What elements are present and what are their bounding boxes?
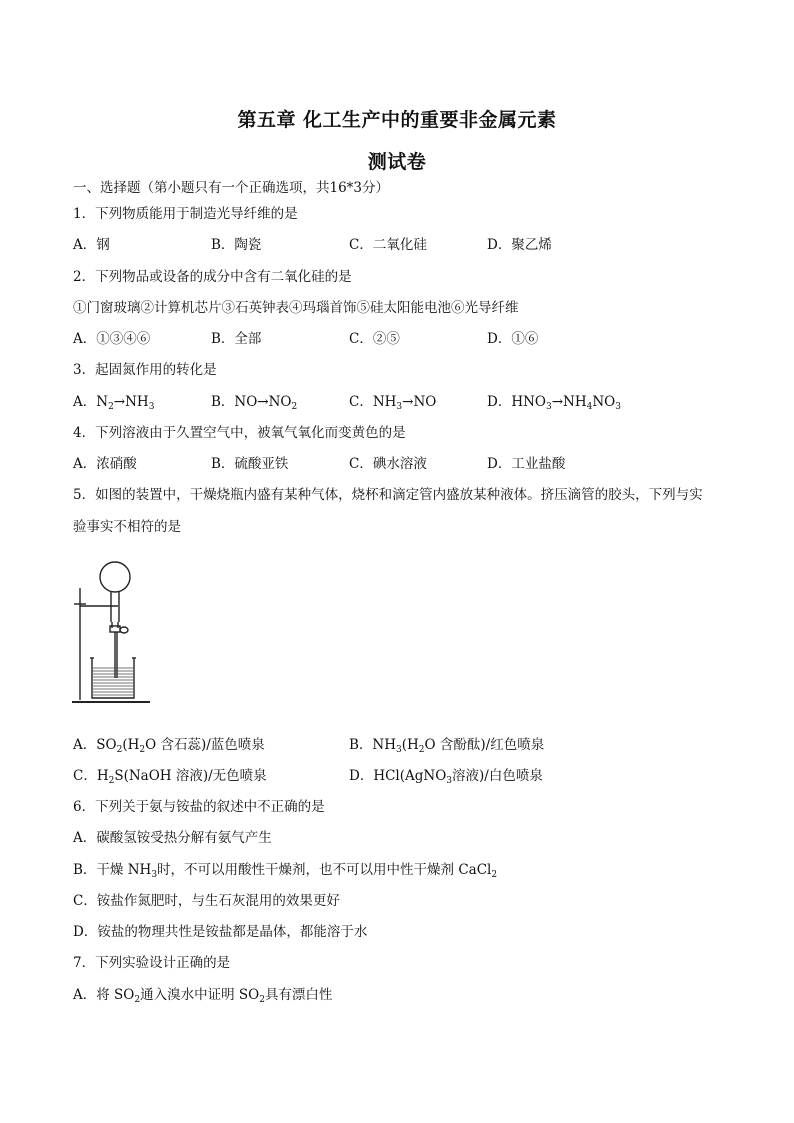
q2-item-list: ①门窗玻璃②计算机芯片③石英钟表④玛瑙首饰⑤硅太阳能电池⑥光导纤维 [73, 300, 519, 316]
q2-option-d: D．①⑥ [487, 331, 539, 347]
q4-stem: 4．下列溶液由于久置空气中，被氧气氧化而变黄色的是 [73, 425, 406, 441]
section-heading: 一、选择题（第小题只有一个正确选项，共16*3分） [73, 180, 390, 196]
q5-option-d: D．HCl(AgNO$_3$溶液)/白色喷泉 [349, 768, 543, 786]
page-title: 第五章 化工生产中的重要非金属元素 [237, 109, 557, 131]
q4-option-c: C．碘水溶液 [349, 456, 427, 472]
q2-option-b: B．全部 [211, 331, 262, 347]
q3-option-a: A．$N_2\to NH_3$ [73, 394, 155, 412]
q2-stem: 2．下列物品或设备的成分中含有二氧化硅的是 [73, 269, 352, 285]
q4-option-d: D．工业盐酸 [487, 456, 566, 472]
q2-option-c: C．②⑤ [349, 331, 400, 347]
q5-option-c: C．$H_2S(NaOH$ 溶液)/无色喷泉 [73, 768, 267, 786]
q3-option-d: D．$HNO_3\to NH_4NO_3$ [487, 394, 621, 412]
q7-option-a: A．将 $SO_2$通入溴水中证明 $SO_2$具有漂白性 [73, 987, 333, 1005]
q1-option-b: B．陶瓷 [211, 237, 262, 253]
q4-option-a: A．浓硝酸 [73, 456, 137, 472]
q7-stem: 7．下列实验设计正确的是 [73, 955, 231, 971]
q5-stem-line1: 5．如图的装置中，干燥烧瓶内盛有某种气体，烧杯和滴定管内盛放某种液体。挤压滴管的胶头，下列与实 [73, 487, 703, 503]
q6-option-b: B．干燥 $NH_3$时，不可以用酸性干燥剂，也不可以用中性干燥剂 CaCl$_2$ [73, 862, 498, 880]
q5-stem-line2: 验事实不相符的是 [73, 519, 181, 535]
q1-option-a: A．钢 [73, 237, 110, 253]
q5-option-a: A．$SO_2(H_2O$ 含石蕊)/蓝色喷泉 [73, 737, 265, 755]
q4-option-b: B．硫酸亚铁 [211, 456, 289, 472]
q1-option-d: D．聚乙烯 [487, 237, 552, 253]
q6-option-d: D．铵盐的物理共性是铵盐都是晶体，都能溶于水 [73, 924, 368, 940]
q2-option-a: A．①③④⑥ [73, 331, 151, 347]
q6-option-c: C．铵盐作氮肥时，与生石灰混用的效果更好 [73, 893, 340, 909]
fountain-apparatus-figure [72, 560, 152, 708]
q1-option-c: C．二氧化硅 [349, 237, 427, 253]
q6-stem: 6．下列关于氨与铵盐的叙述中不正确的是 [73, 799, 325, 815]
q3-option-c: C．$NH_3\to NO$ [349, 394, 437, 412]
q6-option-a: A．碳酸氢铵受热分解有氨气产生 [73, 830, 272, 846]
q1-stem: 1．下列物质能用于制造光导纤维的是 [73, 206, 298, 222]
page-subtitle: 测试卷 [367, 151, 427, 173]
q5-option-b: B．$NH_3(H_2O$ 含酚酞)/红色喷泉 [349, 737, 545, 755]
q3-option-b: B．$NO\to NO_2$ [211, 394, 298, 412]
q3-stem: 3．起固氮作用的转化是 [73, 362, 217, 378]
